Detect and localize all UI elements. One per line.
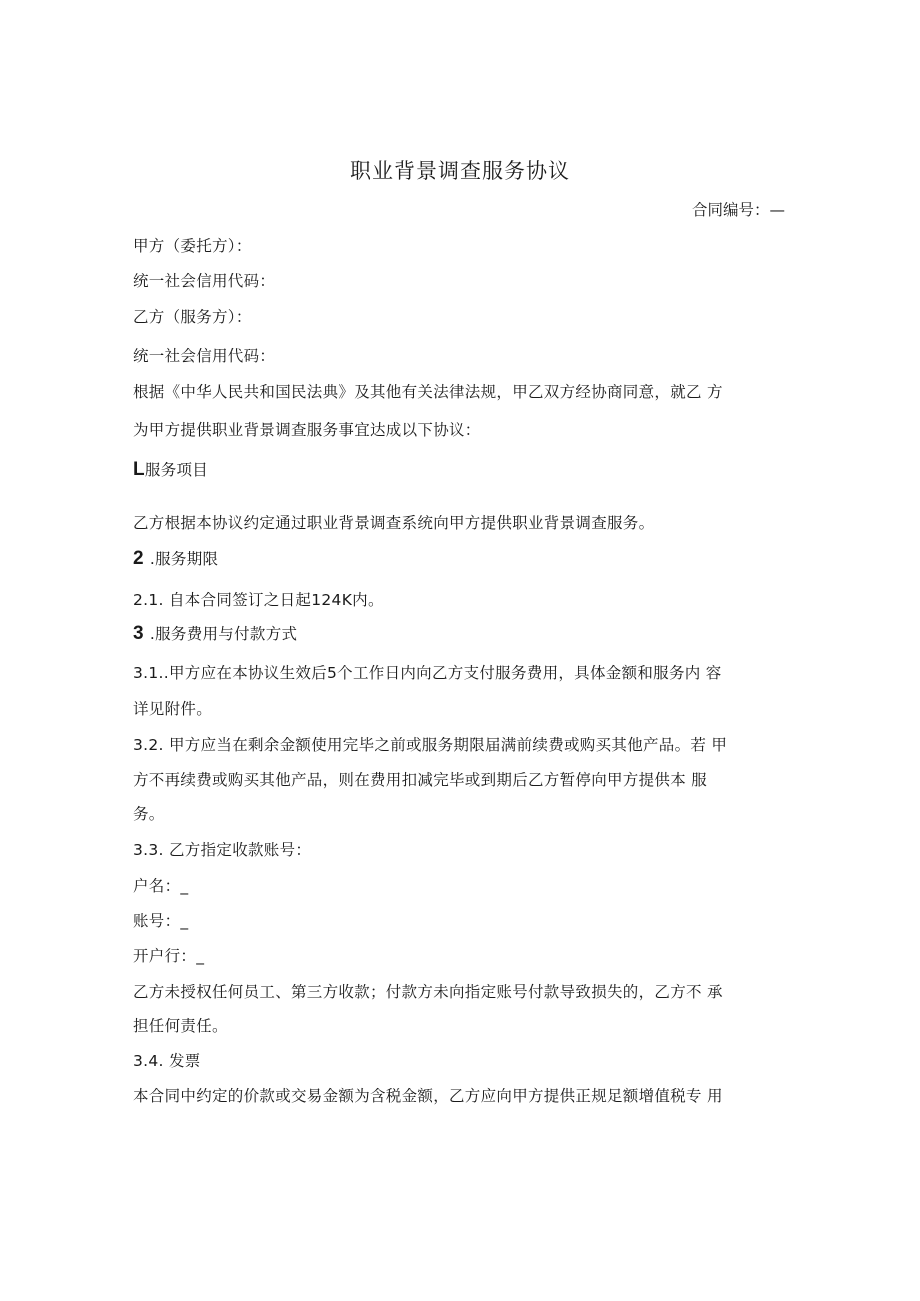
intro-line-2: 为甲方提供职业背景调查服务事宜达成以下协议： bbox=[133, 421, 481, 439]
party-a-label: 甲方（委托方）： bbox=[133, 237, 252, 255]
section-2-title: .服务期限 bbox=[149, 550, 219, 568]
section-1-title: 服务项目 bbox=[144, 461, 209, 479]
section-1-number: L bbox=[133, 459, 145, 480]
clause-2-1: 2.1. 自本合同签订之日起124K内。 bbox=[133, 591, 384, 609]
clause-3-2-line-3: 务。 bbox=[133, 805, 165, 823]
clause-3-2-line-1: 3.2. 甲方应当在剩余金额使用完毕之前或服务期限届满前续费或购买其他产品。若 甲 bbox=[133, 736, 728, 754]
section-2-heading bbox=[133, 549, 218, 569]
account-name: 户名：_ bbox=[133, 877, 189, 895]
section-3-heading bbox=[133, 624, 297, 644]
party-b-credit-code: 统一社会信用代码： bbox=[133, 347, 276, 365]
payment-note-line-1: 乙方未授权任何员工、第三方收款；付款方未向指定账号付款导致损失的，乙方不 承 bbox=[133, 983, 723, 1001]
clause-3-3: 3.3. 乙方指定收款账号： bbox=[133, 841, 312, 859]
clause-3-1-line-2: 详见附件。 bbox=[133, 700, 213, 718]
section-1-heading bbox=[133, 460, 208, 480]
section-2-number: 2 bbox=[133, 548, 144, 569]
contract-number: 合同编号：— bbox=[691, 201, 785, 219]
section-3-title: .服务费用与付款方式 bbox=[149, 625, 298, 643]
section-3-number: 3 bbox=[133, 623, 144, 644]
bank-name: 开户行：_ bbox=[133, 947, 205, 965]
invoice-line-1: 本合同中约定的价款或交易金额为含税金额，乙方应向甲方提供正规足额增值税专 用 bbox=[133, 1087, 723, 1105]
account-number: 账号：_ bbox=[133, 912, 189, 930]
document-title: 职业背景调查服务协议 bbox=[350, 159, 570, 183]
clause-3-4: 3.4. 发票 bbox=[133, 1052, 201, 1070]
intro-line-1: 根据《中华人民共和国民法典》及其他有关法律法规，甲乙双方经协商同意，就乙 方 bbox=[133, 383, 723, 401]
payment-note-line-2: 担任何责任。 bbox=[133, 1017, 228, 1035]
clause-3-2-line-2: 方不再续费或购买其他产品，则在费用扣减完毕或到期后乙方暂停向甲方提供本 服 bbox=[133, 771, 708, 789]
party-a-credit-code: 统一社会信用代码： bbox=[133, 272, 276, 290]
party-b-label: 乙方（服务方）： bbox=[133, 308, 252, 326]
clause-3-1-line-1: 3.1..甲方应在本协议生效后5个工作日内向乙方支付服务费用，具体金额和服务内 容 bbox=[133, 664, 722, 682]
section-1-body: 乙方根据本协议约定通过职业背景调查系统向甲方提供职业背景调查服务。 bbox=[133, 514, 655, 532]
